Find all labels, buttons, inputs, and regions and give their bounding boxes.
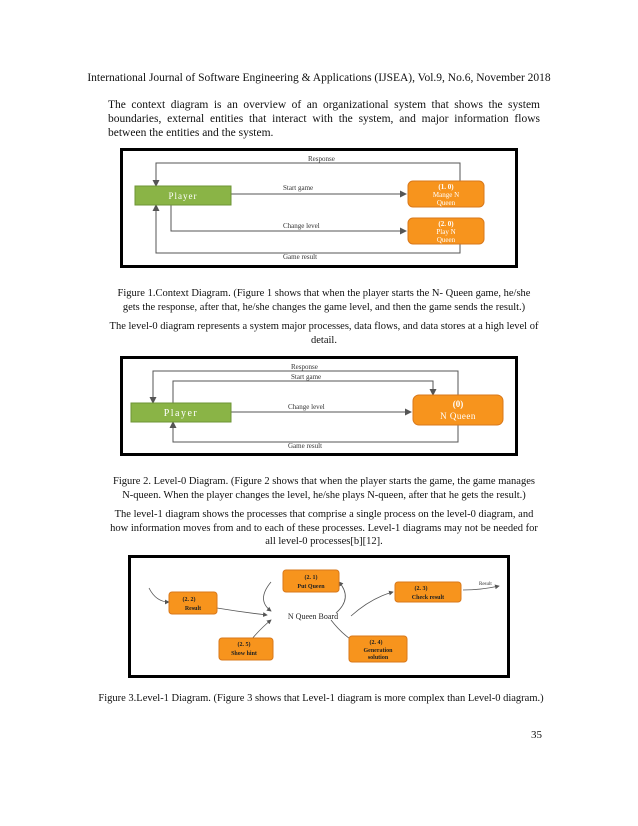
fig1-flow-game-result: Game result bbox=[283, 253, 318, 261]
fig2-process-name: N Queen bbox=[440, 411, 476, 421]
fig3-p3-id: (2. 3) bbox=[414, 586, 428, 592]
fig3-p1-id: (2. 1) bbox=[304, 575, 318, 581]
fig2-flow-change-level: Change level bbox=[288, 403, 325, 411]
fig3-flow-result: Result bbox=[479, 582, 492, 587]
fig3-p5-id: (2. 5) bbox=[237, 642, 251, 648]
level0-description: The level-0 diagram represents a system major processes, data flows, and data stores at a high level of detail. bbox=[109, 321, 539, 346]
fig3-p1-name: Put Queen bbox=[297, 584, 325, 590]
fig1-flow-response: Response bbox=[308, 155, 335, 163]
fig1-flow-start-game: Start game bbox=[283, 184, 314, 192]
fig1-player-label: Player bbox=[168, 191, 198, 201]
fig3-p5-name: Show hint bbox=[231, 651, 257, 657]
fig1-flow-change-level: Change level bbox=[283, 222, 320, 230]
fig2-flow-game-result: Game result bbox=[288, 442, 323, 450]
fig3-flow-arrow-1 bbox=[264, 582, 272, 611]
fig1-process2-id: (2. 0) bbox=[438, 220, 454, 228]
figure-1-context-diagram bbox=[120, 148, 518, 268]
fig1-process1-name-1: Mange N bbox=[432, 191, 460, 199]
figure-2-caption: Figure 2. Level-0 Diagram. (Figure 2 shows that when the player starts the game, the game manages N-queen. When the player changes the level, he/she plays N-queen, after that he gets the result.) bbox=[113, 476, 535, 501]
figure-3-level1-diagram bbox=[128, 555, 510, 678]
figure-1-caption: Figure 1.Context Diagram. (Figure 1 shows that when the player starts the N- Queen game, he/she gets the response, after that, he/she changes the game level, and then the game sends the result.) bbox=[117, 288, 531, 313]
page-number: 35 bbox=[531, 729, 542, 741]
fig2-flow-response: Response bbox=[291, 363, 318, 371]
fig3-center-label: N Queen Board bbox=[287, 612, 339, 621]
figure-2-level0-diagram bbox=[120, 356, 518, 456]
fig2-start-game-arrow bbox=[173, 381, 433, 403]
journal-header: International Journal of Software Engineering & Applications (IJSEA), Vol.9, No.6, November 2018 bbox=[87, 72, 551, 84]
intro-paragraph: The context diagram is an overview of an organizational system that shows the system boundaries, external entities that interact with the system, and major information flows between the entities and the system. bbox=[108, 99, 540, 139]
fig1-process2-name-2: Queen bbox=[436, 236, 456, 244]
fig3-p4-name-2: solution bbox=[367, 655, 389, 661]
fig3-p3-name: Check result bbox=[411, 595, 445, 601]
fig2-game-result-arrow bbox=[173, 422, 458, 442]
figure-3-caption: Figure 3.Level-1 Diagram. (Figure 3 shows that Level-1 diagram is more complex than Level-0 diagram.) bbox=[98, 693, 544, 704]
fig1-process1-name-2: Queen bbox=[436, 199, 456, 207]
fig3-flow-arrow-7 bbox=[149, 588, 169, 602]
fig3-p2-name: Result bbox=[184, 606, 202, 612]
fig2-flow-start-game: Start game bbox=[291, 373, 322, 381]
fig2-player-label: Player bbox=[163, 408, 199, 419]
fig3-flow-arrow-3 bbox=[351, 592, 393, 616]
fig3-p2-id: (2. 2) bbox=[182, 597, 196, 603]
fig1-process2-name-1: Play N bbox=[436, 228, 456, 236]
fig2-process-id: (0) bbox=[452, 399, 464, 409]
fig3-flow-arrow-6 bbox=[217, 608, 267, 615]
fig3-flow-arrow-5 bbox=[251, 620, 271, 640]
fig1-process1-id: (1. 0) bbox=[438, 183, 454, 191]
fig3-p4-id: (2. 4) bbox=[369, 640, 383, 646]
level1-description: The level-1 diagram shows the processes that comprise a single process on the level-0 diagram, and how information moves from and to each of these processes. Level-1 diagrams may not be needed for all level-0 processes[b][12]. bbox=[110, 509, 538, 547]
fig3-p4-name-1: Generation bbox=[363, 648, 393, 654]
